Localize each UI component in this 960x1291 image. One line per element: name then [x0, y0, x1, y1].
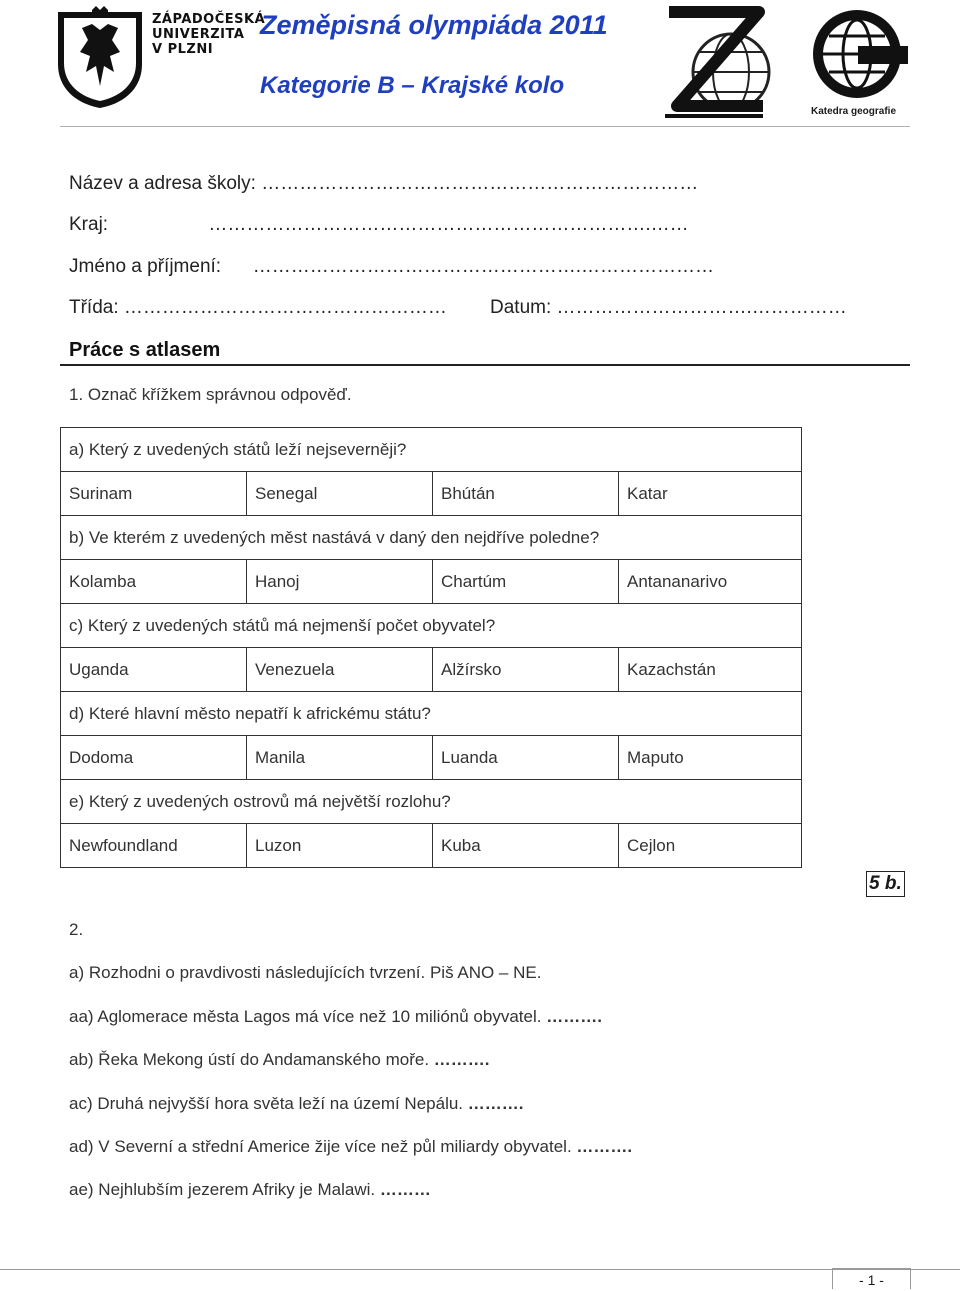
option-cell[interactable]: Bhútán	[433, 472, 619, 516]
footer-divider	[0, 1269, 960, 1270]
answer-blank[interactable]: ……….	[433, 1050, 490, 1069]
olympiad-logo	[655, 2, 775, 126]
question-text: a) Který z uvedených států leží nejseverněji?	[61, 428, 802, 472]
section-title: Práce s atlasem	[69, 339, 221, 361]
question-row	[61, 692, 802, 736]
date-field[interactable]: Datum: ………………………….……………	[490, 297, 847, 318]
university-name-line: V PLZNI	[152, 42, 214, 57]
region-field[interactable]: Kraj: …………………………………………………………….……	[69, 214, 689, 235]
statement-text: ac) Druhá nejvyšší hora světa leží na území Nepálu.	[69, 1094, 464, 1113]
option-cell[interactable]: Cejlon	[619, 824, 802, 868]
class-field[interactable]: Třída: ……………………………………………	[69, 297, 447, 318]
page-number: - 1 -	[832, 1268, 911, 1289]
name-field[interactable]: Jméno a příjmení: …………………………………………….…………………	[69, 256, 715, 277]
question-row	[61, 604, 802, 648]
answer-blank[interactable]: ……….	[546, 1007, 602, 1026]
department-logo	[802, 2, 912, 122]
options-row	[61, 472, 802, 516]
task1-table	[60, 427, 802, 868]
statement-text: ab) Řeka Mekong ústí do Andamanského moře.	[69, 1050, 430, 1069]
answer-blank[interactable]: ………	[379, 1180, 431, 1199]
task1-instruction: 1. Označ křížkem správnou odpověď.	[69, 385, 352, 404]
option-cell[interactable]: Alžírsko	[433, 648, 619, 692]
option-cell[interactable]: Manila	[247, 736, 433, 780]
options-row	[61, 736, 802, 780]
option-cell[interactable]: Kolamba	[61, 560, 247, 604]
question-row	[61, 516, 802, 560]
answer-blank[interactable]: ……….	[467, 1094, 524, 1113]
options-row	[61, 824, 802, 868]
question-text: b) Ve kterém z uvedených měst nastává v daný den nejdříve poledne?	[61, 516, 802, 560]
option-cell[interactable]: Chartúm	[433, 560, 619, 604]
university-crest-logo	[52, 6, 148, 110]
question-row	[61, 428, 802, 472]
options-row	[61, 560, 802, 604]
statement	[69, 1007, 602, 1027]
university-name	[152, 12, 265, 57]
statement	[69, 1050, 490, 1070]
department-caption: Katedra geografie	[811, 106, 897, 117]
header-divider	[60, 126, 910, 127]
statement	[69, 1137, 632, 1157]
question-text: c) Který z uvedených států má nejmenší počet obyvatel?	[61, 604, 802, 648]
option-cell[interactable]: Maputo	[619, 736, 802, 780]
option-cell[interactable]: Luzon	[247, 824, 433, 868]
task2-instruction: a) Rozhodni o pravdivosti následujících tvrzení. Piš ANO – NE.	[69, 963, 542, 982]
statement	[69, 1094, 524, 1114]
statement-text: ad) V Severní a střední Americe žije více než půl miliardy obyvatel.	[69, 1137, 572, 1156]
answer-blank[interactable]: ……….	[576, 1137, 633, 1156]
option-cell[interactable]: Kazachstán	[619, 648, 802, 692]
task2-number: 2.	[69, 920, 84, 939]
option-cell[interactable]: Senegal	[247, 472, 433, 516]
option-cell[interactable]: Kuba	[433, 824, 619, 868]
option-cell[interactable]: Uganda	[61, 648, 247, 692]
option-cell[interactable]: Newfoundland	[61, 824, 247, 868]
question-row	[61, 780, 802, 824]
option-cell[interactable]: Luanda	[433, 736, 619, 780]
page-title: Zeměpisná olympiáda 2011	[260, 10, 608, 40]
points-badge: 5 b.	[866, 871, 905, 897]
university-name-line: ZÁPADOČESKÁ	[152, 12, 266, 27]
question-text: d) Které hlavní město nepatří k africkému státu?	[61, 692, 802, 736]
question-text: e) Který z uvedených ostrovů má největší rozlohu?	[61, 780, 802, 824]
option-cell[interactable]: Katar	[619, 472, 802, 516]
option-cell[interactable]: Antananarivo	[619, 560, 802, 604]
option-cell[interactable]: Hanoj	[247, 560, 433, 604]
option-cell[interactable]: Venezuela	[247, 648, 433, 692]
option-cell[interactable]: Dodoma	[61, 736, 247, 780]
option-cell[interactable]: Surinam	[61, 472, 247, 516]
statement	[69, 1180, 431, 1200]
statement-text: aa) Aglomerace města Lagos má více než 10 miliónů obyvatel.	[69, 1007, 542, 1026]
statement-text: ae) Nejhlubším jezerem Afriky je Malawi.	[69, 1180, 376, 1199]
school-field[interactable]: Název a adresa školy: ……………………………………………………………	[69, 173, 699, 194]
section-divider	[60, 364, 910, 366]
options-row	[61, 648, 802, 692]
university-name-line: UNIVERZITA	[152, 27, 245, 42]
page-subtitle: Kategorie B – Krajské kolo	[260, 72, 565, 99]
